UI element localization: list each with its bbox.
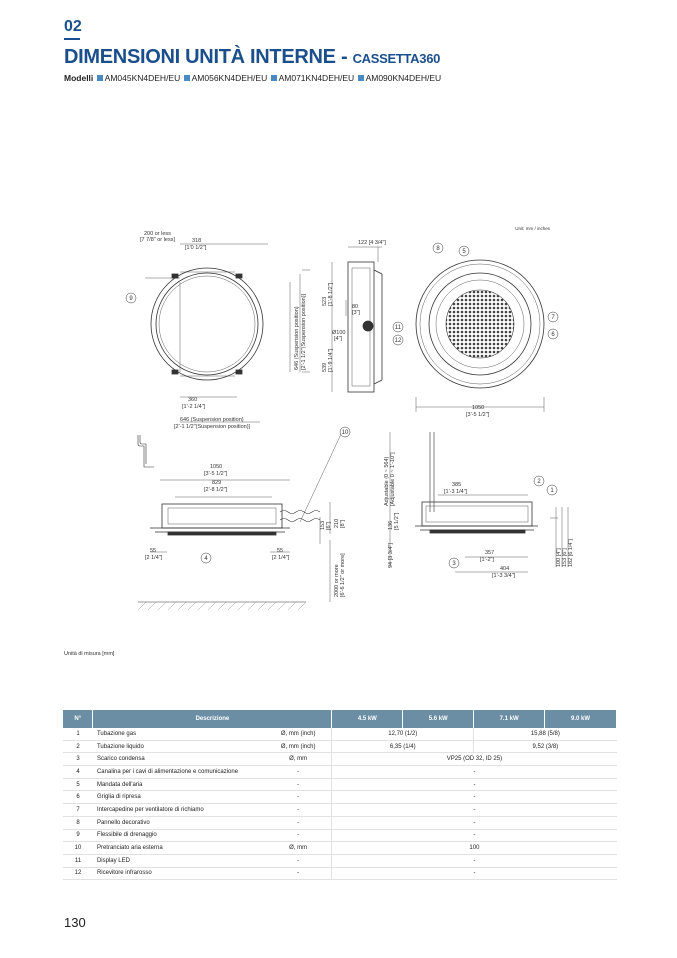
dim-label: 182 [6 1/4"] <box>568 539 574 567</box>
callout-number: 11 <box>394 325 402 331</box>
callout-number: 9 <box>129 296 133 302</box>
model-bullet-icon <box>184 75 190 81</box>
dim-label: 2000 or more <box>334 564 340 597</box>
dim-label: [1'-8 1/2"] <box>328 282 334 306</box>
callout-number: 3 <box>452 561 456 567</box>
dim-label: 404 <box>500 566 510 572</box>
callout-number: 8 <box>436 246 440 252</box>
cell-unit: - <box>265 791 332 804</box>
cell-number: 10 <box>63 842 93 855</box>
units-note: Unit: mm / inches <box>515 226 550 231</box>
cell-unit: - <box>265 854 332 867</box>
cell-unit: Ø, mm (inch) <box>265 740 332 753</box>
cell-description: Pannello decorativo <box>93 816 265 829</box>
cell-number: 2 <box>63 740 93 753</box>
dimension-drawing <box>120 222 574 622</box>
dim-label: [6"] <box>326 521 332 530</box>
model-bullet-icon <box>358 75 364 81</box>
dim-label: 210 <box>334 518 340 528</box>
dim-label: [2'-1 1/2"(Suspension position)] <box>301 293 307 370</box>
dim-label: 646 (Suspension position) <box>294 306 300 370</box>
cell-value: 100 <box>332 842 617 855</box>
models-label: Modelli <box>64 73 94 83</box>
cell-unit: - <box>265 816 332 829</box>
model-item: AM071KN4DEH/EU <box>278 73 355 83</box>
table-row <box>63 778 617 791</box>
dim-label: 523 <box>322 296 328 306</box>
cell-value: - <box>332 867 617 880</box>
cell-unit: Ø, mm (inch) <box>265 728 332 740</box>
cell-unit: - <box>265 766 332 779</box>
dim-label: 153 <box>320 520 326 530</box>
cell-value: - <box>332 804 617 817</box>
cell-value: 9,52 (3/8) <box>474 740 617 753</box>
dim-label: 1050 <box>210 464 223 470</box>
dim-label: [2 1/4"] <box>272 555 290 561</box>
dim-label: 55 <box>277 548 284 554</box>
dim-label: Ø100 <box>332 330 346 336</box>
dim-label: 1050 <box>472 405 485 411</box>
page-title-main: DIMENSIONI UNITÀ INTERNE - <box>64 46 353 68</box>
cell-number: 11 <box>63 854 93 867</box>
cell-value: 6,35 (1/4) <box>332 740 474 753</box>
table-row <box>63 867 617 880</box>
dim-label: [1'-9 1/4"] <box>328 348 334 372</box>
dim-label: [Adjustable 0 ~ 1'-10"] <box>390 452 396 506</box>
cell-value: VP25 (OD 32, ID 25) <box>332 753 617 766</box>
cell-value: 15,88 (5/8) <box>474 728 617 740</box>
section-number: 02 <box>64 18 82 35</box>
model-bullet-icon <box>271 75 277 81</box>
spec-table <box>63 710 617 880</box>
callout-number: 4 <box>204 556 208 562</box>
table-row <box>63 842 617 855</box>
dim-label: [3"] <box>352 310 361 316</box>
dim-label: [2'-1 1/2"(Suspension position)] <box>174 424 251 430</box>
cell-number: 8 <box>63 816 93 829</box>
dim-label: [3'-5 1/2"] <box>466 412 490 418</box>
cell-unit: - <box>265 867 332 880</box>
model-bullet-icon <box>97 75 103 81</box>
table-row <box>63 829 617 842</box>
callout-number: 6 <box>551 332 555 338</box>
cell-number: 4 <box>63 766 93 779</box>
cell-number: 7 <box>63 804 93 817</box>
cell-value: - <box>332 854 617 867</box>
models-line <box>64 73 441 83</box>
cell-description: Griglia di ripresa <box>93 791 265 804</box>
dim-label: [2'-8 1/2"] <box>204 487 228 493</box>
units-label: Unità di misura [mm] <box>64 651 115 657</box>
dim-label: 94 [3 3/4"] <box>388 543 394 568</box>
table-row <box>63 740 617 753</box>
table-row <box>63 728 617 740</box>
page-title-sub: CASSETTA360 <box>352 51 441 66</box>
col-header: 9.0 kW <box>545 710 617 728</box>
dim-label: [4"] <box>334 336 343 342</box>
dim-label: Adjustable (0 ~ 564) <box>384 456 390 506</box>
cell-description: Display LED <box>93 854 265 867</box>
dim-label: 360 <box>188 397 198 403</box>
dim-label: 136 <box>388 520 394 530</box>
col-header: 7.1 kW <box>474 710 545 728</box>
dim-label: 153 [6"] <box>562 548 568 567</box>
cell-unit: - <box>265 829 332 842</box>
dim-label: 357 <box>485 550 495 556</box>
cell-description: Flessibile di drenaggio <box>93 829 265 842</box>
cell-unit: - <box>265 804 332 817</box>
dim-label: [1'-2 1/4"] <box>182 404 206 410</box>
dim-label: 55 <box>150 548 157 554</box>
table-row <box>63 766 617 779</box>
callout-number: 10 <box>341 430 349 436</box>
model-item: AM045KN4DEH/EU <box>104 73 181 83</box>
dim-label: [1'0 1/2"] <box>185 245 207 251</box>
col-header: Descrizione <box>93 710 332 728</box>
cell-number: 5 <box>63 778 93 791</box>
col-header: N° <box>63 710 93 728</box>
model-item: AM090KN4DEH/EU <box>365 73 442 83</box>
section-underline <box>64 38 80 40</box>
callout-number: 7 <box>551 315 555 321</box>
table-row <box>63 753 617 766</box>
dim-label: [1'-3 1/4"] <box>444 489 468 495</box>
cell-value: - <box>332 778 617 791</box>
cell-description: Canalina per i cavi di alimentazione e comunicazione <box>93 766 265 779</box>
dim-label: [2 1/4"] <box>145 555 163 561</box>
dim-label: [1'-3 3/4"] <box>492 573 516 579</box>
cell-description: Scarico condensa <box>93 753 265 766</box>
cell-value: - <box>332 816 617 829</box>
dim-label: 200 or less <box>144 231 171 237</box>
callout-number: 5 <box>462 249 466 255</box>
dim-label: 539 <box>322 362 328 372</box>
cell-description: Tubazione liquido <box>93 740 265 753</box>
table-header-row <box>63 710 617 728</box>
dim-label: [1'-2"] <box>480 557 495 563</box>
table-row <box>63 791 617 804</box>
cell-description: Mandata dell'aria <box>93 778 265 791</box>
dim-label: 646 (Suspension position) <box>180 417 244 423</box>
dim-label: [3'-5 1/2"] <box>204 471 228 477</box>
dim-label: 385 <box>452 482 462 488</box>
cell-number: 9 <box>63 829 93 842</box>
cell-number: 12 <box>63 867 93 880</box>
cell-description: Pretranciato aria esterna <box>93 842 265 855</box>
callout-number: 1 <box>550 488 554 494</box>
dim-label: [6'-6 1/2" or more] <box>340 553 346 597</box>
cell-value: - <box>332 829 617 842</box>
col-header: 5.6 kW <box>403 710 474 728</box>
table-row <box>63 804 617 817</box>
cell-unit: Ø, mm <box>265 753 332 766</box>
dim-label: 829 <box>212 480 222 486</box>
dim-label: 318 <box>192 238 202 244</box>
model-item: AM056KN4DEH/EU <box>191 73 268 83</box>
col-header: 4.5 kW <box>332 710 403 728</box>
dim-label: 80 <box>352 304 359 310</box>
callout-number: 12 <box>394 338 402 344</box>
table-row <box>63 816 617 829</box>
page-title <box>64 46 440 69</box>
table-row <box>63 854 617 867</box>
cell-value: - <box>332 766 617 779</box>
dim-label: 100 [4"] <box>556 548 562 567</box>
cell-value: - <box>332 791 617 804</box>
cell-unit: - <box>265 778 332 791</box>
cell-number: 3 <box>63 753 93 766</box>
callout-number: 2 <box>537 479 541 485</box>
dim-label: 122 [4 3/4"] <box>358 240 386 246</box>
cell-number: 6 <box>63 791 93 804</box>
cell-unit: Ø, mm <box>265 842 332 855</box>
cell-description: Ricevitore infrarosso <box>93 867 265 880</box>
cell-description: Tubazione gas <box>93 728 265 740</box>
dim-label: [7 7/8" or less] <box>140 237 175 243</box>
cell-value: 12,70 (1/2) <box>332 728 474 740</box>
page-number: 130 <box>64 915 86 930</box>
dim-label: [5 1/2"] <box>394 512 400 530</box>
cell-description: Intercapedine per ventilatore di richiamo <box>93 804 265 817</box>
dim-label: [8"] <box>340 519 346 528</box>
cell-number: 1 <box>63 728 93 740</box>
